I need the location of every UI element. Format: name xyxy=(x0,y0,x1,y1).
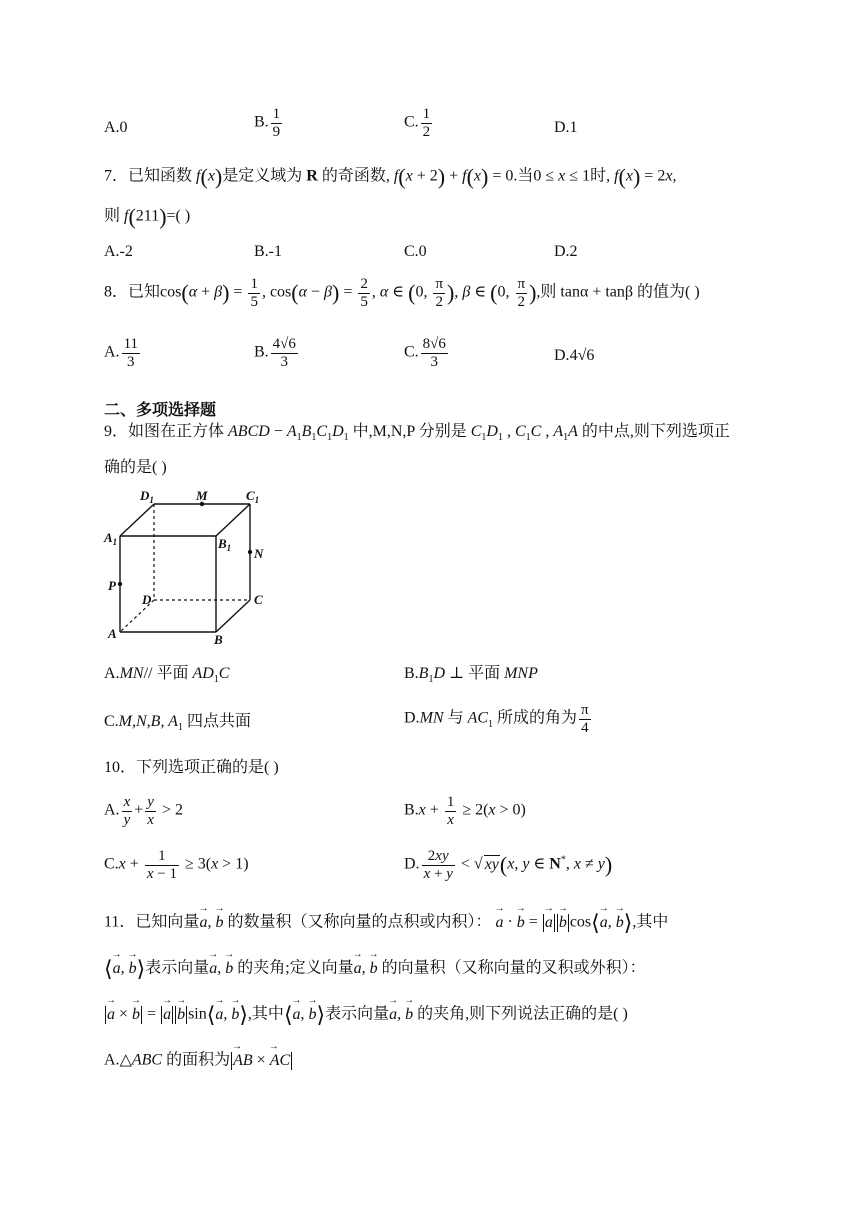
q9-stem: 9．如图在正方体 ABCD − $A_1B_1C_1D_1$ 中,M,N,P 分别是 $C_1D_1$ , $C_1C$ , $A_1A$ 的中点,则下列选项正 xyxy=(104,423,730,444)
point-p xyxy=(118,582,122,586)
q8-option-a: A. $\frac{11}{3}$ xyxy=(104,336,139,370)
q6-option-b-label: B. xyxy=(254,113,269,131)
q6-option-b xyxy=(254,106,284,140)
q9-option-b: $B.B_1D$ ⊥ 平面 MNP xyxy=(404,665,538,686)
edge-c-b xyxy=(216,600,250,632)
label-p: P xyxy=(108,578,116,593)
edge-c1-b1 xyxy=(216,504,250,536)
label-a: A xyxy=(108,626,117,641)
q9-option-c: C.M,N,B, $A_1$ 四点共面 xyxy=(104,713,251,734)
cube-figure xyxy=(100,486,280,646)
q10-option-d: D. $\frac{2xy}{x + y}$ < √ xy(x, y ∈ N*, x ≠ y) xyxy=(404,848,613,882)
q8-option-c: C. $\frac{8√6}{3}$ xyxy=(404,336,446,370)
label-c: C xyxy=(254,592,263,607)
q8-stem: 8．已知cos(α + β) = $\frac{1}{5}$ , cos(α − β) = $\frac{2}{5}$ , α ∈ (0, $\frac{\pi}{2}$ ), β ∈ (0, $\frac{\pi}{2}$ ),则 tanα + tanβ 的值为( ) xyxy=(104,276,700,310)
label-d1: $D_1$ xyxy=(140,488,154,505)
label-d: D xyxy=(142,592,152,607)
edge-a1-d1 xyxy=(120,504,154,536)
q9-option-a: A.MN// 平面 $AD_1C$ xyxy=(104,665,230,686)
q7-stem: 7．已知函数 f(x)是定义域为 R 的奇函数, f(x + 2) + f(x) = 0.当0 ≤ x ≤ 1时, f(x) = 2x, xyxy=(104,164,677,189)
label-n: N xyxy=(254,546,264,561)
q6-option-c xyxy=(404,106,434,140)
q7-option-c: C.0 xyxy=(404,243,427,260)
q6-option-c-fraction: $\frac{1}{2}$ xyxy=(422,106,431,140)
q11-option-a: A.△ABC 的面积为→ AB × → AC xyxy=(104,1052,293,1070)
q7-option-a: A.-2 xyxy=(104,243,133,260)
section-title: 二、多项选择题 xyxy=(104,400,217,419)
q10-option-c: C.x + $\frac{1}{x - 1}$ ≥ 3(x > 1) xyxy=(104,848,249,882)
q8-option-b: B. $\frac{4√6}{3}$ xyxy=(254,336,296,370)
q10-stem: 10．下列选项正确的是( ) xyxy=(104,759,279,776)
q9-option-d: D.MN 与 $AC_1$ 所成的角为 $\frac{\pi}{4}$ xyxy=(404,702,589,736)
q6-option-a: A.0 xyxy=(104,119,128,136)
q11-stem-line3: → a × → b = → a→ b sin⟨→ a, → b⟩,其中⟨→ a, → b⟩表示向量→ a, → b 的夹角,则下列说法正确的是( ) xyxy=(104,1004,628,1026)
q11-stem-line1: 11．已知向量→ a, → b 的数量积（又称向量的点积或内积）： → a · → b = → a→ b cos⟨→ a, → b⟩,其中 xyxy=(104,912,668,934)
cube-solid-edges xyxy=(120,504,250,632)
q7-option-b: B.-1 xyxy=(254,243,282,260)
q6-option-b-fraction: $\frac{1}{9}$ xyxy=(272,106,281,140)
label-m: M xyxy=(196,488,208,503)
label-b1: $B_1$ xyxy=(218,536,232,553)
q6-option-c-label: C. xyxy=(404,113,419,131)
q11-stem-line2: ⟨→ a, → b⟩表示向量→ a, → b 的夹角;定义向量→ a, → b 的向量积（又称向量的叉积或外积）： xyxy=(104,958,646,980)
q9-stem-line2: 确的是( ) xyxy=(104,459,167,476)
q10-option-b: B.x + $\frac{1}{x}$ ≥ 2(x > 0) xyxy=(404,794,526,828)
q7-option-d: D.2 xyxy=(554,243,578,260)
label-c1: $C_1$ xyxy=(246,488,260,505)
q7-stem-line2: 则 f(211)=( ) xyxy=(104,204,191,229)
point-n xyxy=(248,550,252,554)
q6-option-d: D.1 xyxy=(554,119,578,136)
label-b: B xyxy=(214,632,223,646)
q8-option-d: D.4√6 xyxy=(554,347,595,364)
q10-option-a: A. $\frac{x}{y}$ + $\frac{y}{x}$ > 2 xyxy=(104,794,183,828)
label-a1: $A_1$ xyxy=(104,530,118,547)
